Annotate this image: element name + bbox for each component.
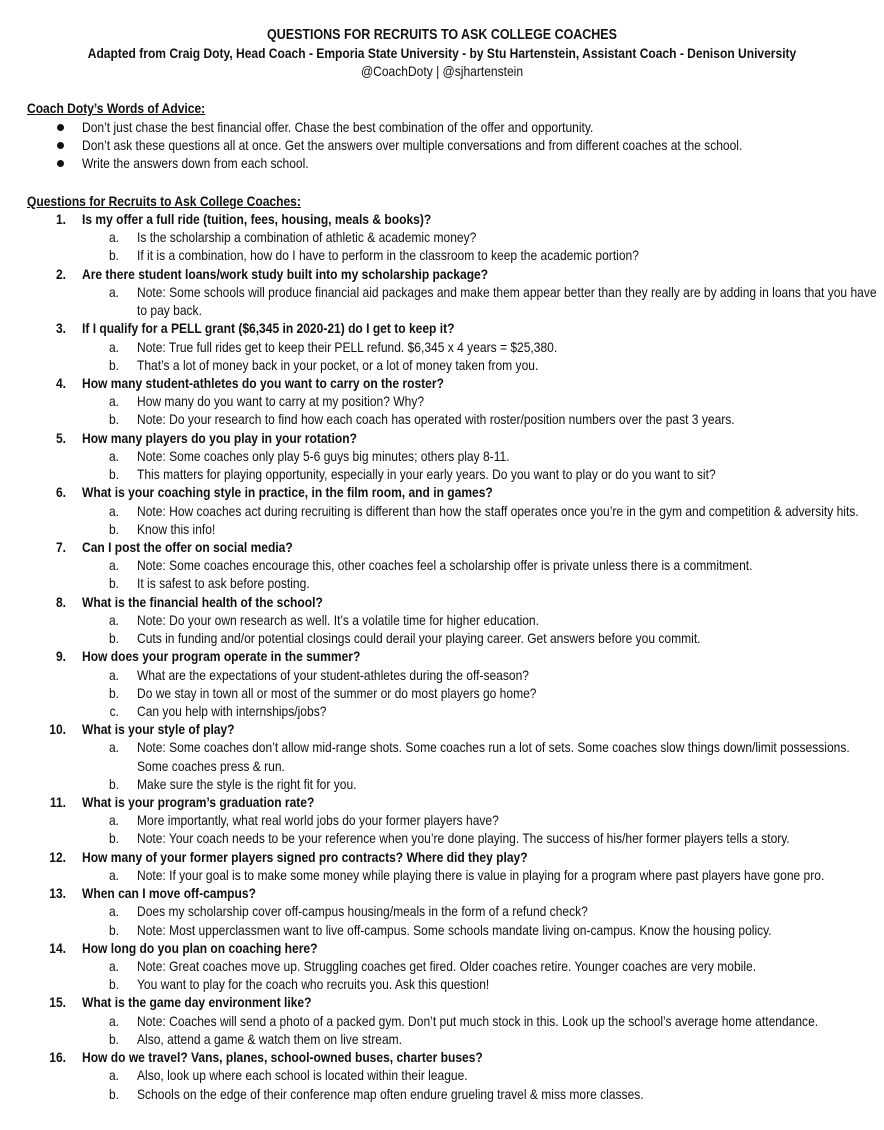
- sub-item-letter: a.: [108, 667, 119, 683]
- sub-item-text: to pay back.: [137, 302, 202, 318]
- sub-item-text: You want to play for the coach who recruits you. Ask this question!: [137, 976, 490, 992]
- question-text: How long do you plan on coaching here?: [82, 940, 318, 956]
- bullet-icon: [57, 124, 64, 131]
- sub-item-letter: b.: [108, 411, 119, 427]
- sub-item-letter: a.: [108, 503, 119, 519]
- sub-item-letter: b.: [108, 357, 119, 373]
- questions-heading: Questions for Recruits to Ask College Coaches:: [27, 193, 301, 209]
- sub-item-letter: b.: [108, 466, 119, 482]
- question-text: Can I post the offer on social media?: [82, 539, 293, 555]
- question-number: 16.: [49, 1049, 66, 1065]
- sub-item-text: Does my scholarship cover off-campus housing/meals in the form of a refund check?: [137, 903, 588, 919]
- sub-item-text: Can you help with internships/jobs?: [137, 703, 327, 719]
- advice-item: Don’t just chase the best financial offer. Chase the best combination of the offer and opportunity.: [82, 119, 594, 135]
- sub-item-letter: b.: [108, 1086, 119, 1102]
- sub-item-letter: b.: [108, 830, 119, 846]
- sub-item-text: Also, attend a game & watch them on live stream.: [137, 1031, 403, 1047]
- bullet-icon: [57, 142, 64, 149]
- sub-item-text: Schools on the edge of their conference map often endure grueling travel & miss more classes.: [137, 1086, 644, 1102]
- question-number: 13.: [49, 885, 66, 901]
- question-number: 6.: [55, 484, 66, 500]
- sub-item-text: What are the expectations of your student-athletes during the off-season?: [137, 667, 529, 683]
- sub-item-letter: c.: [109, 703, 119, 719]
- bullet-icon: [57, 160, 64, 167]
- question-text: What is your coaching style in practice, in the film room, and in games?: [82, 484, 493, 500]
- sub-item-text: Is the scholarship a combination of athletic & academic money?: [137, 229, 477, 245]
- question-text: If I qualify for a PELL grant ($6,345 in 2020-21) do I get to keep it?: [82, 320, 455, 336]
- sub-item-letter: a.: [108, 1013, 119, 1029]
- sub-item-text: Note: Some coaches don’t allow mid-range shots. Some coaches run a lot of sets. Some coaches slow things down/limit possessions.: [137, 739, 850, 755]
- sub-item-text: Note: Some coaches encourage this, other coaches feel a scholarship offer is private unless there is a commitment.: [137, 557, 753, 573]
- sub-item-text: Note: Do your own research as well. It’s a volatile time for higher education.: [137, 612, 539, 628]
- sub-item-letter: a.: [108, 867, 119, 883]
- question-text: How many student-athletes do you want to carry on the roster?: [82, 375, 444, 391]
- question-number: 1.: [55, 211, 66, 227]
- sub-item-letter: a.: [108, 448, 119, 464]
- question-text: How many of your former players signed pro contracts? Where did they play?: [82, 849, 528, 865]
- sub-item-letter: b.: [108, 976, 119, 992]
- sub-item-text: Do we stay in town all or most of the summer or do most players go home?: [137, 685, 537, 701]
- sub-item-letter: a.: [108, 339, 119, 355]
- question-number: 12.: [49, 849, 66, 865]
- sub-item-text: Know this info!: [137, 521, 216, 537]
- question-text: Are there student loans/work study built into my scholarship package?: [82, 266, 489, 282]
- question-text: How do we travel? Vans, planes, school-owned buses, charter buses?: [82, 1049, 483, 1065]
- sub-item-letter: b.: [108, 247, 119, 263]
- sub-item-letter: b.: [108, 575, 119, 591]
- sub-item-text: Note: Some coaches only play 5-6 guys big minutes; others play 8-11.: [137, 448, 510, 464]
- question-number: 9.: [55, 648, 66, 664]
- sub-item-letter: b.: [108, 1031, 119, 1047]
- sub-item-letter: a.: [108, 229, 119, 245]
- question-number: 11.: [49, 794, 66, 810]
- sub-item-text: More importantly, what real world jobs do your former players have?: [137, 812, 499, 828]
- sub-item-letter: b.: [108, 521, 119, 537]
- sub-item-text: Note: How coaches act during recruiting is different than how the staff operates once you’re in the gym and competition & adversity hits.: [137, 503, 859, 519]
- question-number: 14.: [49, 940, 66, 956]
- sub-item-letter: a.: [108, 284, 119, 300]
- question-text: What is the financial health of the school?: [82, 594, 323, 610]
- sub-item-text: Cuts in funding and/or potential closings could derail your playing career. Get answers before you commit.: [137, 630, 701, 646]
- sub-item-text: It is safest to ask before posting.: [137, 575, 310, 591]
- sub-item-text: This matters for playing opportunity, especially in your early years. Do you want to play or do you want to sit?: [137, 466, 716, 482]
- sub-item-text: Note: True full rides get to keep their PELL refund. $6,345 x 4 years = $25,380.: [137, 339, 558, 355]
- sub-item-text: If it is a combination, how do I have to perform in the classroom to keep the academic portion?: [137, 247, 639, 263]
- sub-item-letter: a.: [108, 903, 119, 919]
- sub-item-letter: a.: [108, 612, 119, 628]
- sub-item-text: Note: Some schools will produce financial aid packages and make them appear better than they really are by adding in loans that you have: [137, 284, 877, 300]
- advice-item: Don’t ask these questions all at once. Get the answers over multiple conversations and from different coaches at the school.: [82, 137, 743, 153]
- question-number: 5.: [55, 430, 66, 446]
- sub-item-letter: a.: [108, 393, 119, 409]
- sub-item-text: Note: Most upperclassmen want to live off-campus. Some schools mandate living on-campus. Know the housing policy.: [137, 922, 772, 938]
- document-subtitle: Adapted from Craig Doty, Head Coach - Emporia State University - by Stu Hartenstein, Assistant Coach - Denison University: [87, 45, 797, 61]
- advice-item: Write the answers down from each school.: [82, 155, 309, 171]
- question-text: How many players do you play in your rotation?: [82, 430, 357, 446]
- question-number: 2.: [55, 266, 66, 282]
- advice-heading: Coach Doty’s Words of Advice:: [27, 100, 206, 116]
- sub-item-letter: a.: [108, 958, 119, 974]
- question-number: 10.: [49, 721, 66, 737]
- sub-item-text: Note: Great coaches move up. Struggling coaches get fired. Older coaches retire. Younger coaches are very mobile.: [137, 958, 757, 974]
- sub-item-text: Note: Coaches will send a photo of a packed gym. Don’t put much stock in this. Look up the school’s average home attendance.: [137, 1013, 819, 1029]
- sub-item-text: That’s a lot of money back in your pocket, or a lot of money taken from you.: [137, 357, 539, 373]
- question-text: When can I move off-campus?: [82, 885, 256, 901]
- question-text: What is your style of play?: [82, 721, 235, 737]
- sub-item-text: Also, look up where each school is located within their league.: [137, 1067, 468, 1083]
- question-text: Is my offer a full ride (tuition, fees, housing, meals & books)?: [82, 211, 432, 227]
- question-number: 4.: [55, 375, 66, 391]
- document-header: [0, 26, 884, 80]
- sub-item-text: Some coaches press & run.: [137, 758, 285, 774]
- question-text: What is the game day environment like?: [82, 994, 312, 1010]
- sub-item-letter: a.: [108, 812, 119, 828]
- question-text: What is your program’s graduation rate?: [82, 794, 315, 810]
- sub-item-text: Note: Do your research to find how each coach has operated with roster/position numbers over the past 3 years.: [137, 411, 735, 427]
- sub-item-text: Note: Your coach needs to be your reference when you’re done playing. The success of his/her former players tells a story.: [137, 830, 790, 846]
- sub-item-letter: b.: [108, 922, 119, 938]
- sub-item-letter: a.: [108, 739, 119, 755]
- sub-item-text: Make sure the style is the right fit for you.: [137, 776, 357, 792]
- document-title: QUESTIONS FOR RECRUITS TO ASK COLLEGE COACHES: [267, 27, 617, 43]
- question-number: 3.: [55, 320, 66, 336]
- sub-item-letter: b.: [108, 630, 119, 646]
- social-handles: @CoachDoty | @sjhartenstein: [360, 63, 524, 79]
- sub-item-letter: a.: [108, 557, 119, 573]
- sub-item-letter: b.: [108, 776, 119, 792]
- question-number: 15.: [49, 994, 66, 1010]
- sub-item-letter: b.: [108, 685, 119, 701]
- sub-item-text: How many do you want to carry at my position? Why?: [137, 393, 425, 409]
- question-number: 7.: [55, 539, 66, 555]
- question-number: 8.: [55, 594, 66, 610]
- question-text: How does your program operate in the summer?: [82, 648, 361, 664]
- sub-item-letter: a.: [108, 1067, 119, 1083]
- sub-item-text: Note: If your goal is to make some money while playing there is value in playing for a program where past players have gone pro.: [137, 867, 825, 883]
